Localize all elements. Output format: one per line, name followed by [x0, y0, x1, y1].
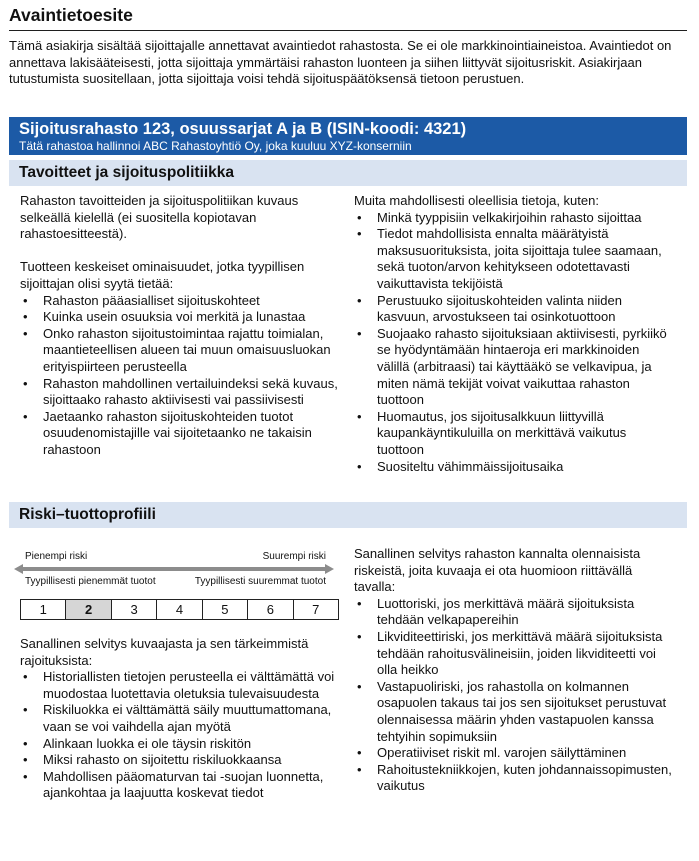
- risk-heading: Riski–tuottoprofiili: [19, 506, 156, 523]
- objectives-right-paragraph-1: Muita mahdollisesti oleellisia tietoja, kuten:: [354, 193, 599, 208]
- risk-right-paragraph-1: Sanallinen selvitys rahaston kannalta olennaisista riskeistä, joita kuvaaja ei ota huomioon riittävällä tavalla:: [354, 546, 641, 595]
- risk-class-1: 1: [39, 602, 47, 617]
- higher-risk-label: Suurempi riski: [262, 551, 326, 562]
- objectives-right-list: [354, 210, 672, 476]
- list-item: • Mahdollisen pääomaturvan tai -suojan luonnetta, ajankohtaa ja laajuutta koskevat tiedot: [20, 769, 338, 802]
- objectives-left-list: [20, 293, 338, 459]
- list-item: • Vastapuoliriski, jos rahastolla on kolmannen osapuolen takaus tai jos sen sijoitukset perustuvat olennaisessa määrin yhden vastapuolen kanssa tehtyihin sopimuksiin: [354, 679, 672, 745]
- list-item: • Rahoitustekniikkojen, kuten johdannaissopimusten, vaikutus: [354, 762, 672, 795]
- list-item: • Kuinka usein osuuksia voi merkitä ja lunastaa: [20, 309, 338, 326]
- fund-title-bar: [9, 117, 687, 155]
- risk-class-7: 7: [293, 600, 338, 619]
- list-item: • Likviditeettiriski, jos merkittävä määrä sijoituksista tehdään rahoitusvälineisiin, joiden likviditeetti voi olla heikko: [354, 629, 672, 679]
- risk-class-2: 2: [65, 600, 110, 619]
- fund-subtitle: Tätä rahastoa hallinnoi ABC Rahastoyhtiö Oy, joka kuuluu XYZ-konserniin: [19, 139, 412, 153]
- objectives-left-paragraph-1: Rahaston tavoitteiden ja sijoituspolitiikan kuvaus selkeällä kielellä (ei suositella kopiotavan rahastoesitteestä).: [20, 193, 299, 242]
- list-item: • Rahaston mahdollinen vertailuindeksi sekä kuvaus, sijoittaako rahasto aktiivisesti vai passiivisesti: [20, 376, 338, 409]
- lower-return-label: Tyypillisesti pienemmät tuotot: [25, 576, 156, 587]
- objectives-right-column: [354, 193, 672, 475]
- list-item: • Suositeltu vähimmäissijoitusaika: [354, 459, 672, 476]
- document-title: Avaintietoesite: [9, 5, 133, 25]
- lower-risk-label: Pienempi riski: [25, 551, 88, 562]
- list-item: • Alinkaan luokka ei ole täysin riskitön: [20, 736, 338, 753]
- objectives-left-paragraph-2: Tuotteen keskeiset ominaisuudet, jotka tyypillisen sijoittajan olisi syytä tietää:: [20, 259, 305, 291]
- list-item: • Suojaako rahasto sijoituksiaan aktiivisesti, pyrkiikö se hyödyntämään hintaeroja eri markkinoiden välillä (arbitraasi) tai käyttääkö se velkavipua, ja miten nämä tekijät voivat vaikuttaa rahaston tuottoon: [354, 326, 672, 409]
- list-item: • Historiallisten tietojen perusteella ei välttämättä voi muodostaa luotettavia oletuksia tulevaisuudesta: [20, 669, 338, 702]
- risk-right-column: [354, 546, 672, 795]
- list-item: • Jaetaanko rahaston sijoituskohteiden tuotot osuudenomistajille vai sijoitetaanko ne takaisin rahastoon: [20, 409, 338, 459]
- fund-title: Sijoitusrahasto 123, osuussarjat A ja B (ISIN-koodi: 4321): [19, 120, 467, 138]
- risk-left-column: [20, 636, 338, 802]
- list-item: • Rahaston pääasialliset sijoituskohteet: [20, 293, 338, 310]
- objectives-left-column: [20, 193, 338, 459]
- risk-class-3: 3: [111, 600, 156, 619]
- objectives-heading-bar: [9, 160, 687, 186]
- list-item: • Miksi rahasto on sijoitettu riskiluokkaansa: [20, 752, 338, 769]
- risk-scale-arrow: [14, 564, 334, 574]
- list-item: • Minkä tyyppisiin velkakirjoihin rahasto sijoittaa: [354, 210, 672, 227]
- list-item: • Huomautus, jos sijoitusalkkuun liittyvillä kaupankäyntikuluilla on merkittävä vaikutus tuottoon: [354, 409, 672, 459]
- list-item: • Operatiiviset riskit ml. varojen säilyttäminen: [354, 745, 672, 762]
- risk-right-list: [354, 596, 672, 795]
- risk-class-6: 6: [247, 600, 292, 619]
- objectives-heading: Tavoitteet ja sijoituspolitiikka: [19, 164, 235, 181]
- list-item: • Tiedot mahdollisista ennalta määrätyistä maksusuorituksista, joita sijoittaja tulee saamaan, sekä tuoton/arvon kehitykseen odotettavasti vaikuttavista tekijöistä: [354, 226, 672, 292]
- title-rule: [9, 30, 687, 31]
- risk-class-5: 5: [202, 600, 247, 619]
- risk-class-4: 4: [156, 600, 201, 619]
- list-item: • Luottoriski, jos merkittävä määrä sijoituksista tehdään velkapapereihin: [354, 596, 672, 629]
- risk-left-paragraph-1: Sanallinen selvitys kuvaajasta ja sen tärkeimmistä rajoituksista:: [20, 636, 309, 668]
- intro-paragraph: Tämä asiakirja sisältää sijoittajalle annettavat avaintiedot rahastosta. Se ei ole markkinointiaineistoa. Avaintiedot on annettava lakisääteisesti, jotta sijoittaja ymmärtäisi rahaston luonteen ja siihen liittyvät sijoitusriskit. Asiakirjaan tutustumista suositellaan, jotta sijoittaja voisi tehdä sijoituspäätöksensä tietoon perustuen.: [9, 38, 672, 87]
- higher-return-label: Tyypillisesti suuremmat tuotot: [194, 576, 326, 587]
- list-item: • Onko rahaston sijoitustoimintaa rajattu toimialan, maantieteellisen alueen tai muun omaisuusluokan erityispiirteen perusteella: [20, 326, 338, 376]
- list-item: • Riskiluokka ei välttämättä säily muuttumattomana, vaan se voi vaihdella ajan myötä: [20, 702, 338, 735]
- risk-heading-bar: [9, 502, 687, 528]
- risk-left-list: [20, 669, 338, 802]
- list-item: • Perustuuko sijoituskohteiden valinta niiden kasvuun, arvostukseen tai osinkotuottoon: [354, 293, 672, 326]
- risk-scale: [20, 599, 339, 620]
